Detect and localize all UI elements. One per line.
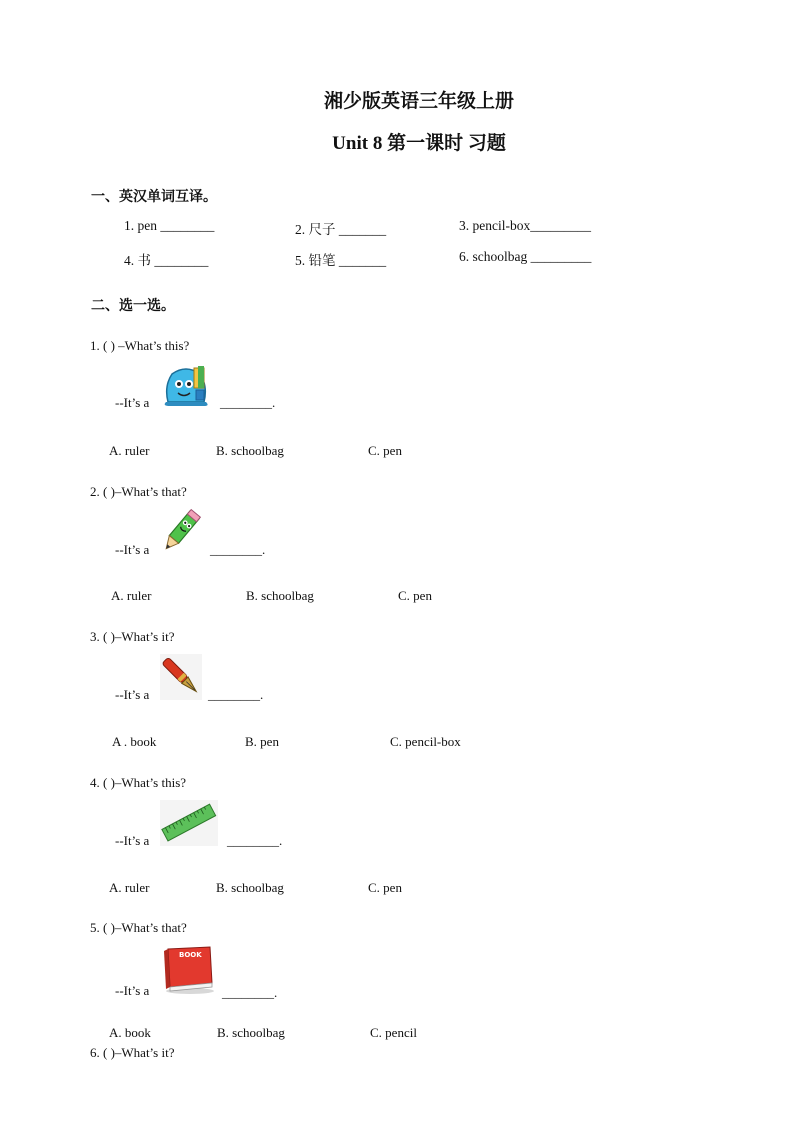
question-2-answer: --It’s a — [115, 542, 150, 557]
translate-item-4: 4. 书 ________ — [124, 253, 209, 268]
question-3-option-a: A . book — [112, 734, 157, 749]
question-2-option-c: C. pen — [398, 588, 432, 603]
svg-text:BOOK: BOOK — [179, 951, 202, 959]
question-4-stem: 4. ( )–What’s this? — [90, 775, 187, 790]
question-5-blank: ________. — [222, 985, 278, 1000]
question-1-answer: --It’s a — [115, 395, 150, 410]
question-2-stem: 2. ( )–What’s that? — [90, 484, 187, 499]
question-4-option-b: B. schoolbag — [216, 880, 284, 895]
question-2-blank: ________. — [210, 542, 266, 557]
question-1-option-a: A. ruler — [109, 443, 150, 458]
question-2-option-b: B. schoolbag — [246, 588, 314, 603]
question-2-option-a: A. ruler — [111, 588, 152, 603]
pencil-icon — [158, 506, 204, 556]
question-3-answer: --It’s a — [115, 687, 150, 702]
question-3-stem: 3. ( )–What’s it? — [90, 629, 175, 644]
ruler-icon — [160, 800, 218, 846]
translate-item-1: 1. pen ________ — [124, 218, 215, 233]
schoolbag-icon — [160, 362, 212, 408]
section-2-heading: 二、选一选。 — [91, 299, 175, 314]
book-icon — [160, 943, 216, 995]
worksheet-subtitle: Unit 8 第一课时 习题 — [332, 133, 506, 154]
fountain-pen-icon — [160, 654, 202, 700]
question-4-option-c: C. pen — [368, 880, 402, 895]
question-5-stem: 5. ( )–What’s that? — [90, 920, 187, 935]
translate-item-3: 3. pencil-box_________ — [459, 218, 591, 233]
question-5-option-c: C. pencil — [370, 1025, 417, 1040]
question-4-blank: ________. — [227, 833, 283, 848]
question-3-blank: ________. — [208, 687, 264, 702]
question-6-stem: 6. ( )–What’s it? — [90, 1045, 175, 1060]
question-1-option-c: C. pen — [368, 443, 402, 458]
worksheet-title: 湘少版英语三年级上册 — [323, 91, 514, 112]
question-1-stem: 1. ( ) –What’s this? — [90, 338, 190, 353]
translate-item-6: 6. schoolbag _________ — [459, 249, 592, 264]
translate-item-5: 5. 铅笔 _______ — [295, 253, 387, 268]
question-1-blank: ________. — [220, 395, 276, 410]
question-5-option-b: B. schoolbag — [217, 1025, 285, 1040]
question-5-option-a: A. book — [109, 1025, 151, 1040]
translate-item-2: 2. 尺子 _______ — [295, 222, 387, 237]
question-5-answer: --It’s a — [115, 983, 150, 998]
question-1-option-b: B. schoolbag — [216, 443, 284, 458]
section-1-heading: 一、英汉单词互译。 — [91, 190, 217, 205]
question-3-option-b: B. pen — [245, 734, 279, 749]
question-4-answer: --It’s a — [115, 833, 150, 848]
question-4-option-a: A. ruler — [109, 880, 150, 895]
question-3-option-c: C. pencil-box — [390, 734, 461, 749]
